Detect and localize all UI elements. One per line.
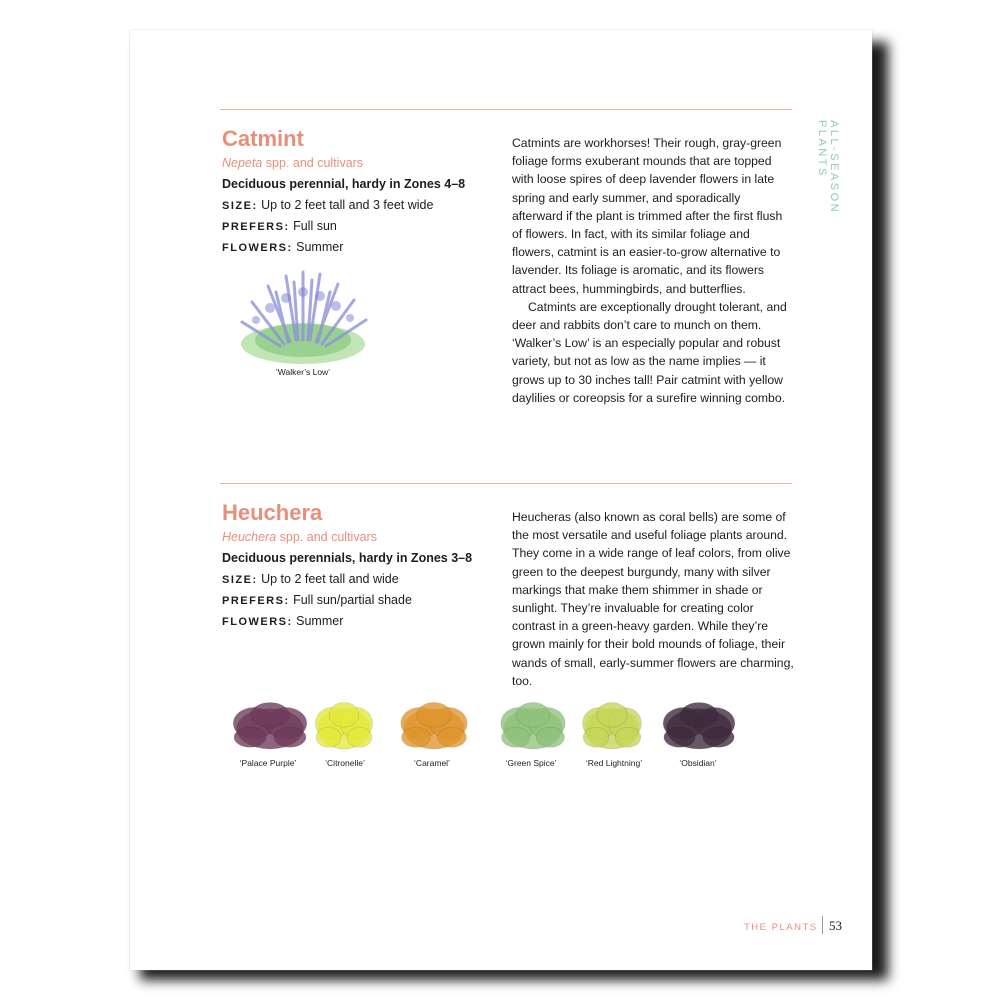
heuchera-variety-caption: ‘Red Lightning’	[585, 758, 643, 768]
footer-divider	[822, 916, 823, 934]
catmint-paragraph-2: Catmints are exceptionally drought tolerant, and deer and rabbits don’t care to munch on them. ‘Walker’s Low’ is an especially popular and robust variety, but not as low as the name implies — it grows up to 30 inches tall! Pair catmint with yellow daylilies or coreopsis for a surefire winning combo.	[512, 299, 787, 405]
page-number: 53	[829, 918, 842, 933]
leaf-mark	[438, 727, 467, 747]
catmint-paragraph-1: Catmints are workhorses! Their rough, gray-green foliage forms exuberant mounds that are topped with loose spires of deep lavender flowers in late spring and early summer, and sporadically afterward if the plant is trimmed after the first flush of flowers. In fact, with its similar foliage and flowers, catmint is an easier-to-grow alternative to lavender. Its foliage is aromatic, and its flowers attract bees, hummingbirds, and butterflies.	[512, 136, 783, 296]
heuchera-latin-name: Heuchera spp. and cultivars	[222, 530, 377, 544]
leaf-mark	[274, 727, 306, 747]
leaf-mark	[347, 727, 372, 747]
leaf-mark	[537, 727, 565, 747]
heuchera-type-line: Deciduous perennials, hardy in Zones 3–8	[222, 551, 473, 565]
leaf-mark	[417, 702, 452, 727]
catmint-illustration	[228, 262, 378, 367]
heuchera-prefers: PREFERS: Full sun/partial shade	[222, 593, 412, 607]
heuchera-size: SIZE: Up to 2 feet tall and wide	[222, 572, 399, 586]
section-rule-heuchera	[220, 483, 792, 484]
leaf-mark	[329, 702, 359, 727]
catmint-illustration-caption: ‘Walker’s Low’	[275, 367, 331, 377]
heuchera-variety-caption: ‘Green Spice’	[505, 758, 557, 768]
leaf-mark	[402, 727, 431, 747]
leaf-mark	[251, 702, 289, 727]
heuchera-variety-caption: ‘Obsidian’	[679, 758, 717, 768]
side-tab-label: ALL-SEASON PLANTS	[816, 120, 840, 215]
catmint-type-line: Deciduous perennial, hardy in Zones 4–8	[222, 177, 466, 191]
leaf-mark	[234, 727, 266, 747]
leaf-mark	[583, 727, 609, 747]
catmint-size: SIZE: Up to 2 feet tall and 3 feet wide	[222, 198, 434, 212]
heuchera-variety-illustration	[498, 698, 568, 754]
heuchera-variety-illustration	[580, 698, 644, 754]
heuchera-variety-illustration	[313, 698, 375, 754]
footer-section-label: THE PLANTS	[744, 922, 818, 933]
catmint-prefers: PREFERS: Full sun	[222, 219, 337, 233]
leaf-mark	[502, 727, 530, 747]
leaf-mark	[680, 702, 717, 727]
catmint-latin-name: Nepeta spp. and cultivars	[222, 156, 364, 170]
heuchera-title: Heuchera	[222, 500, 323, 525]
heuchera-paragraph-1: Heucheras (also known as coral bells) are some of the most versatile and useful foliage plants around. They come in a wide range of leaf colors, from olive green to the deepest burgundy, many with silver markings that make them shimmer in shade or sunlight. They’re invaluable for creating color contrast in a green-heavy garden. While they’re grown mainly for their bold mounds of foliage, their wands of small, early-summer flowers are charming, too.	[512, 510, 794, 688]
heuchera-variety-illustration	[660, 698, 738, 754]
heuchera-description	[512, 508, 794, 690]
heuchera-variety-illustration	[398, 698, 470, 754]
catmint-flowers: FLOWERS: Summer	[222, 240, 344, 254]
heuchera-variety-caption: ‘Citronelle’	[325, 758, 365, 768]
leaf-mark	[703, 727, 734, 747]
heuchera-flowers: FLOWERS: Summer	[222, 614, 344, 628]
leaf-mark	[664, 727, 695, 747]
book-page	[130, 30, 872, 970]
catmint-description	[512, 134, 794, 407]
leaf-mark	[316, 727, 341, 747]
heuchera-variety-caption: ‘Palace Purple’	[239, 758, 297, 768]
leaf-mark	[597, 702, 628, 727]
heuchera-variety-illustration	[230, 698, 310, 754]
leaf-mark	[516, 702, 550, 727]
section-rule-catmint	[220, 109, 792, 110]
heuchera-variety-caption: ‘Caramel’	[414, 758, 450, 768]
catmint-title: Catmint	[222, 126, 304, 151]
leaf-mark	[615, 727, 641, 747]
